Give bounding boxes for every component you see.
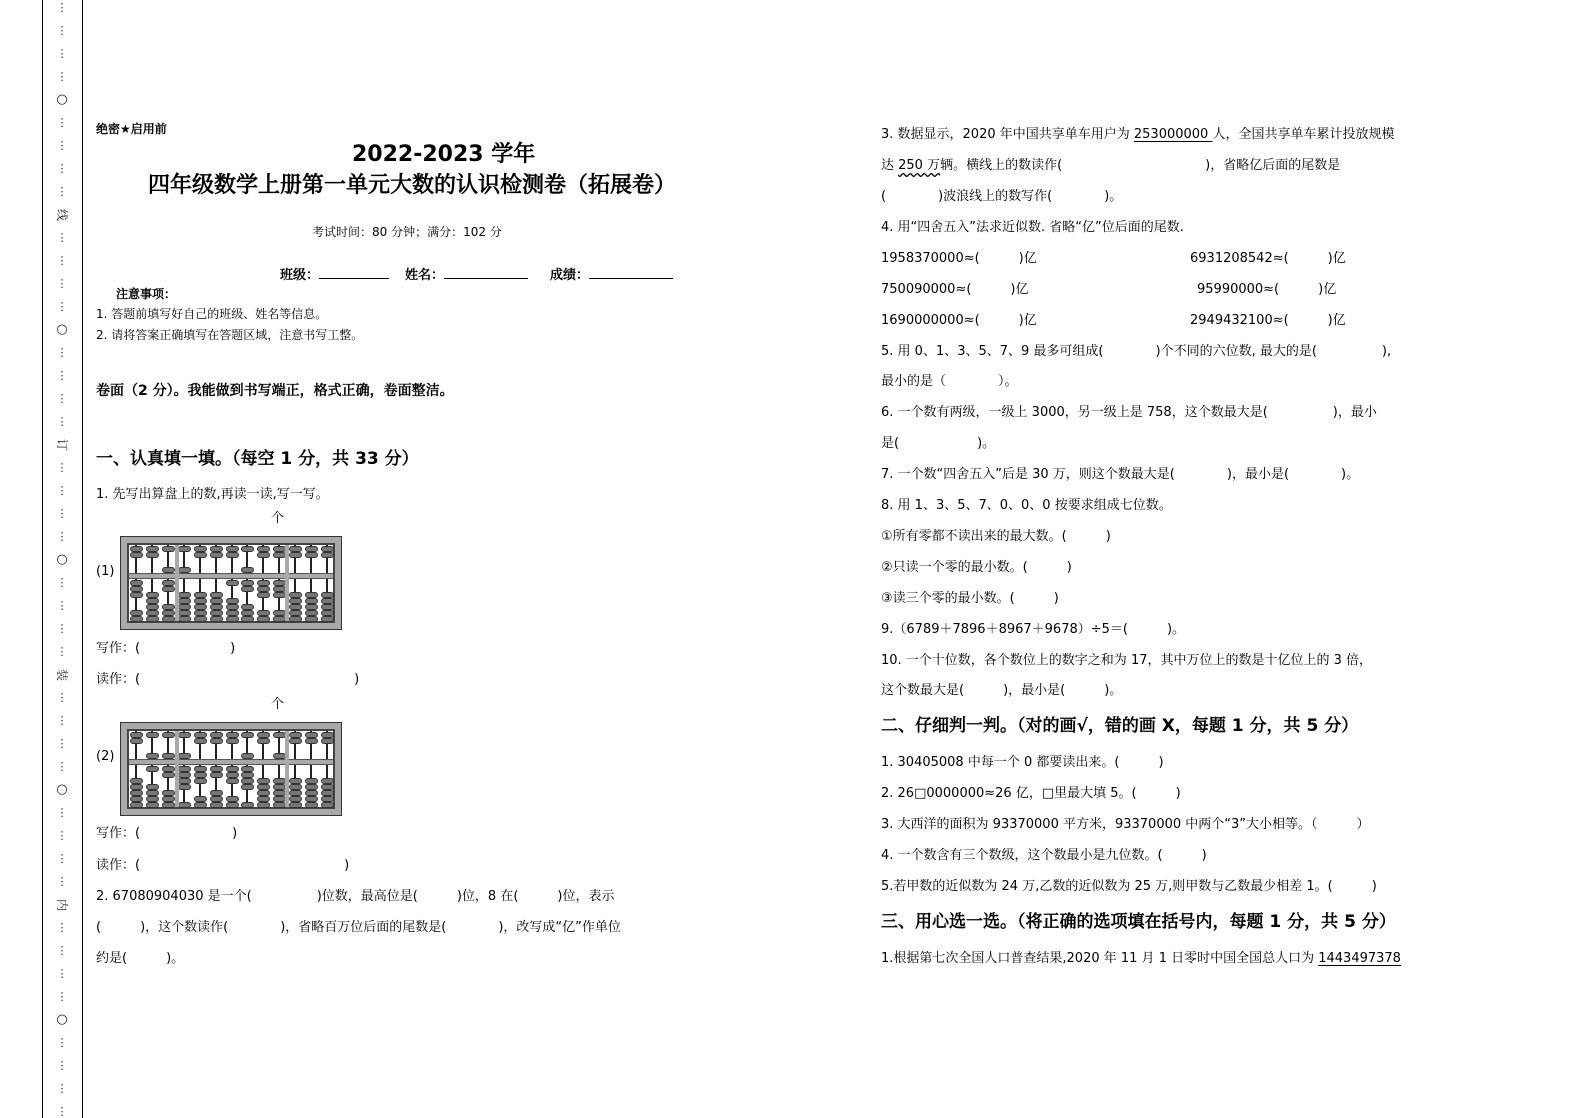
q8-sub-2: ②只读一个零的最小数。( ) [881,560,1072,575]
q1-text: 1. 先写出算盘上的数,再读一读,写一写。 [96,487,329,502]
binding-dots: ⋮ [56,622,68,635]
q5-line-1: 5. 用 0、1、3、5、7、9 最多可组成( )个不同的六位数, 最大的是( ), [881,344,1392,359]
q7: 7. 一个数“四舍五入”后是 30 万，则这个数最大是( )，最小是( )。 [881,467,1360,482]
abacus-frame [127,729,335,809]
binding-dots: ⋮ [56,277,68,290]
abacus-rod [288,731,303,807]
q2-line-2: ( )，这个数读作( )，省略百万位后面的尾数是( )，改写成“亿”作单位 [96,920,621,935]
s2-item-1: 1. 30405008 中每一个 0 都要读出来。( ) [881,755,1164,770]
abacus-bead [321,738,334,744]
q3-text-c: 达 [881,158,899,173]
abacus-rod [177,545,192,621]
abacus-bead [178,802,191,808]
binding-dots: ⋮ [56,1059,68,1072]
binding-dots: ⋮ [56,346,68,359]
abacus-1-label: (1) [96,564,115,579]
abacus-divider [175,545,179,621]
s3-q1-text: 1.根据第七次全国人口普查结果,2020 年 11 月 1 日零时中国全国总人口为 [881,951,1319,966]
abacus-bead [241,802,254,808]
q1-2-read [96,857,349,874]
q3-wavy-number: 250 万 [898,158,941,173]
abacus-bead [194,616,207,622]
binding-char: 线 [55,208,69,221]
q4-item-1-left: 1958370000≈( )亿 [881,251,1037,266]
abacus-bead [178,546,191,552]
abacus-bead [257,802,270,808]
abacus-bead [321,552,334,558]
abacus-bead [210,616,223,622]
q4-item-1-right: 6931208542≈( )亿 [1190,251,1346,266]
score-label: 成绩： [550,268,590,283]
binding-margin [0,0,84,1118]
abacus-bead [226,778,239,784]
abacus-bead [273,552,286,558]
binding-dots: ⋮ [56,507,68,520]
abacus-bead [226,552,239,558]
abacus-bead [210,738,223,744]
name-label: 姓名： [405,268,445,283]
abacus-rod [209,545,224,621]
binding-marks [50,0,74,1118]
abacus-bead [130,802,143,808]
abacus-bead [305,616,318,622]
binding-dots: ⋮ [56,162,68,175]
abacus-bead [241,784,254,790]
abacus-rod [225,545,240,621]
q10-line-2: 这个数最大是( )，最小是( )。 [881,683,1123,698]
abacus-2 [120,722,342,816]
notes-title: 注意事项： [116,287,177,301]
binding-dots: ⋮ [56,461,68,474]
abacus-bead [305,738,318,744]
abacus-rod [304,545,319,621]
binding-dots: ⋮ [56,921,68,934]
binding-dots: ⋮ [56,24,68,37]
abacus-rod [193,731,208,807]
abacus-bead [226,616,239,622]
q1-1-write [96,640,235,657]
exam-info: 考试时间：80 分钟；满分：102 分 [312,225,502,239]
class-label: 班级： [280,268,320,283]
binding-circle-icon: ○ [56,92,68,107]
q6-line-2: 是( )。 [881,436,996,451]
abacus-rod [320,545,335,621]
binding-dots: ⋮ [56,70,68,83]
binding-dots: ⋮ [56,369,68,382]
section-2-title: 二、仔细判一判。（对的画√，错的画 X，每题 1 分，共 5 分） [881,716,1359,736]
field-class [280,265,389,284]
abacus-bead [289,552,302,558]
s2-item-5: 5.若甲数的近似数为 24 万,乙数的近似数为 25 万,则甲数与乙数最少相差 1。( ) [881,879,1377,894]
units-marker-1: 个 [271,511,285,526]
abacus-bead [273,802,286,808]
abacus-rod [145,731,160,807]
class-input[interactable] [319,265,389,279]
binding-dots: ⋮ [56,967,68,980]
abacus-bead [130,552,143,558]
abacus-beam [129,573,333,579]
units-marker-2: 个 [271,697,285,712]
note-1: 1. 答题前填写好自己的班级、姓名等信息。 [96,307,328,321]
binding-dots: ⋮ [56,852,68,865]
q8-sub-1: ①所有零都不读出来的最大数。( ) [881,529,1111,544]
binding-line-left [42,0,43,1118]
read-label: 读作：( [96,672,141,687]
secret-label: 绝密★启用前 [96,122,167,136]
binding-dots: ⋮ [56,530,68,543]
abacus-bead [210,802,223,808]
s3-q1-underlined-number: 1443497378 [1318,951,1401,966]
binding-dots: ⋮ [56,415,68,428]
binding-dots: ⋮ [56,576,68,589]
abacus-bead [162,616,175,622]
field-name [405,265,528,284]
close-paren: ) [230,641,236,656]
q3-line-1 [881,126,1394,143]
binding-dots: ⋮ [56,1105,68,1118]
q9: 9.（6789＋7896＋8967＋9678）÷5＝( )。 [881,622,1186,637]
q3-text-d: 辆。横线上的数读作( )，省略亿后面的尾数是 [940,158,1341,173]
abacus-2-label: (2) [96,749,115,764]
abacus-bead [194,552,207,558]
field-score [550,265,673,284]
binding-dots: ⋮ [56,254,68,267]
read-label: 读作：( [96,858,141,873]
binding-dots: ⋮ [56,691,68,704]
binding-dots: ⋮ [56,231,68,244]
abacus-bead [146,552,159,558]
abacus-rod [240,545,255,621]
abacus-bead [257,738,270,744]
abacus-bead [305,552,318,558]
q8-text: 8. 用 1、3、5、7、0、0、0 按要求组成七位数。 [881,498,1172,513]
q3-text-b: 人，全国共享单车累计投放规模 [1212,127,1395,142]
binding-dots: ⋮ [56,116,68,129]
abacus-rod [304,731,319,807]
abacus-bead [226,738,239,744]
abacus-bead [241,732,254,738]
abacus-bead [289,802,302,808]
abacus-bead [178,784,191,790]
abacus-rod [209,731,224,807]
abacus-bead [162,802,175,808]
q4-item-3-right: 2949432100≈( )亿 [1190,313,1346,328]
abacus-bead [241,546,254,552]
abacus-bead [194,778,207,784]
q1-2-write [96,825,237,842]
abacus-bead [178,732,191,738]
binding-dots: ⋮ [56,645,68,658]
abacus-bead [178,616,191,622]
abacus-bead [210,552,223,558]
close-paren: ) [354,672,360,687]
abacus-bead [273,732,286,738]
abacus-bead [305,802,318,808]
q2-line-1: 2. 67080904030 是一个( )位数，最高位是( )位，8 在( )位，表示 [96,889,615,904]
binding-char: 装 [55,668,69,681]
abacus-bead [257,592,270,598]
abacus-bead [257,616,270,622]
s2-item-4: 4. 一个数含有三个数级，这个数最小是九位数。( ) [881,848,1207,863]
abacus-rod [145,545,160,621]
q5-line-2: 最小的是（ ）。 [881,374,1018,389]
binding-dots: ⋮ [56,760,68,773]
abacus-divider [285,731,289,807]
binding-dots: ⋮ [56,944,68,957]
abacus-bead [162,772,175,778]
q4-item-2-right: 95990000≈( )亿 [1197,282,1337,297]
page-title: 四年级数学上册第一单元大数的认识检测卷（拓展卷） [148,173,677,198]
write-label: 写作：( [96,641,141,656]
abacus-bead [130,738,143,744]
abacus-rod [240,731,255,807]
section-3-title: 三、用心选一选。（将正确的选项填在括号内，每题 1 分，共 5 分） [881,912,1396,932]
binding-dots: ⋮ [56,714,68,727]
abacus-bead [130,592,143,598]
abacus-bead [257,552,270,558]
q4-item-3-left: 1690000000≈( )亿 [881,313,1037,328]
abacus-rod [177,731,192,807]
score-input[interactable] [589,265,673,279]
q3-underlined-number: 253000000 [1133,127,1213,142]
abacus-rod [129,731,144,807]
binding-dots: ⋮ [56,392,68,405]
binding-dots: ⋮ [56,806,68,819]
binding-circle-icon: ○ [56,782,68,797]
q4-item-2-left: 750090000≈( )亿 [881,282,1029,297]
binding-dots: ⋮ [56,990,68,1003]
abacus-bead [241,586,254,592]
s2-item-2: 2. 26□0000000≈26 亿，□里最大填 5。( ) [881,786,1181,801]
abacus-bead [162,546,175,552]
abacus-bead [130,616,143,622]
binding-circle-icon: ○ [56,322,68,337]
abacus-bead [162,586,175,592]
binding-dots: ⋮ [56,875,68,888]
binding-dots: ⋮ [56,185,68,198]
q4-text: 4. 用“四舍五入”法求近似数. 省略“亿”位后面的尾数. [881,220,1184,235]
abacus-1 [120,536,342,630]
abacus-rod [256,731,271,807]
binding-dots: ⋮ [56,1036,68,1049]
abacus-rod [193,545,208,621]
binding-dots: ⋮ [56,47,68,60]
abacus-bead [321,616,334,622]
abacus-bead [194,802,207,808]
abacus-beam [129,759,333,765]
abacus-bead [146,616,159,622]
abacus-bead [146,766,159,772]
binding-dots: ⋮ [56,1082,68,1095]
abacus-rod [129,545,144,621]
neatness-note: 卷面（2 分）。我能做到书写端正，格式正确，卷面整洁。 [96,383,454,399]
close-paren: ) [232,826,238,841]
binding-circle-icon: ○ [56,552,68,567]
binding-dots: ⋮ [56,599,68,612]
q10-line-1: 10. 一个十位数，各个数位上的数字之和为 17，其中万位上的数是十亿位上的 3 倍， [881,653,1373,668]
binding-dots: ⋮ [56,829,68,842]
binding-char: 内 [55,898,69,911]
abacus-bead [273,616,286,622]
binding-dots: ⋮ [56,737,68,750]
close-paren: ) [344,858,350,873]
binding-dots: ⋮ [56,1,68,14]
abacus-bead [321,802,334,808]
q1-1-read [96,671,359,688]
name-input[interactable] [444,265,528,279]
abacus-rod [225,731,240,807]
abacus-divider [285,545,289,621]
abacus-bead [162,732,175,738]
binding-dots: ⋮ [56,300,68,313]
s3-q1 [881,950,1401,967]
abacus-bead [226,580,239,586]
abacus-rod [256,545,271,621]
binding-circle-icon: ○ [56,1012,68,1027]
q3-text-a: 3. 数据显示，2020 年中国共享单车用户为 [881,127,1134,142]
s2-item-3: 3. 大西洋的面积为 93370000 平方米，93370000 中两个“3”大小相等。（ ） [881,817,1370,832]
abacus-bead [241,616,254,622]
binding-line-right [82,0,83,1118]
abacus-frame [127,543,335,623]
binding-dots: ⋮ [56,484,68,497]
binding-dots: ⋮ [56,139,68,152]
abacus-divider [175,731,179,807]
q6-line-1: 6. 一个数有两级，一级上 3000，另一级上是 758，这个数最大是( )，最小 [881,405,1377,420]
section-1-title: 一、认真填一填。（每空 1 分，共 33 分） [96,449,419,469]
abacus-rod [288,545,303,621]
q3-line-3: ( )波浪线上的数写作( )。 [881,189,1123,204]
abacus-rod [320,731,335,807]
binding-char: 订 [55,438,69,451]
q8-sub-3: ③读三个零的最小数。( ) [881,591,1059,606]
abacus-bead [146,802,159,808]
abacus-bead [289,738,302,744]
write-label: 写作：( [96,826,141,841]
note-2: 2. 请将答案正确填写在答题区域，注意书写工整。 [96,328,364,342]
abacus-bead [210,772,223,778]
q3-line-2 [881,157,1340,174]
abacus-bead [146,732,159,738]
title-year: 2022-2023 学年 [352,142,536,167]
abacus-bead [194,738,207,744]
q2-line-3: 约是( )。 [96,951,185,966]
abacus-bead [226,802,239,808]
abacus-bead [273,592,286,598]
abacus-bead [289,616,302,622]
